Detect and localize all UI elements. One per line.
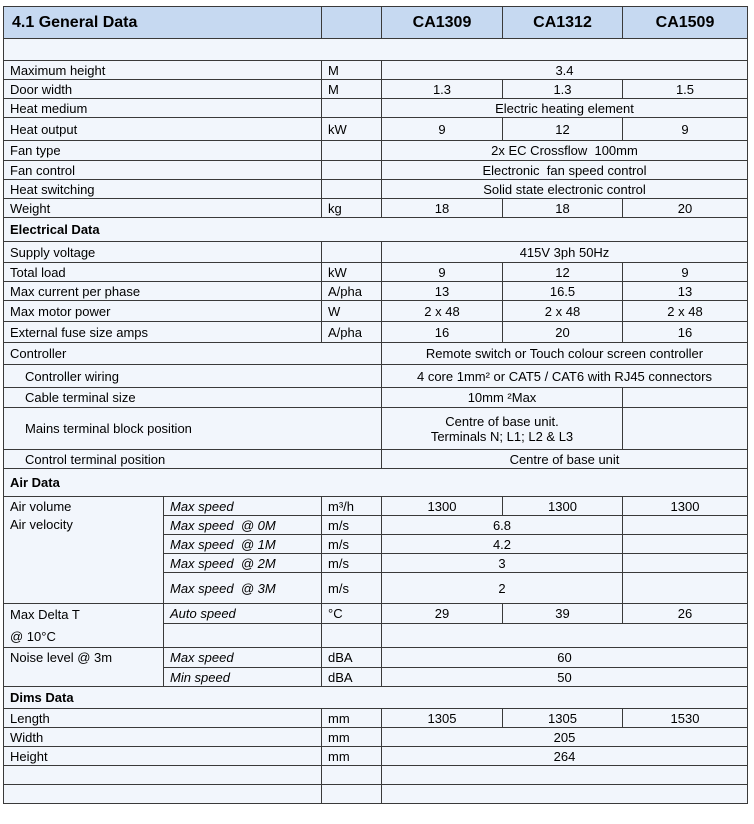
row-unit: A/pha [322, 322, 382, 343]
table-row [4, 180, 748, 199]
row-unit: dBA [322, 648, 382, 668]
table-row [4, 497, 748, 516]
table-row [4, 263, 748, 282]
row-condition: Max speed @ 3M [164, 573, 322, 604]
row-unit: mm [322, 709, 382, 728]
unit-header [322, 7, 382, 39]
empty-cell [382, 766, 748, 785]
row-value: 18 [503, 199, 623, 218]
row-label: Supply voltage [4, 242, 322, 263]
blank-row [4, 39, 748, 61]
row-value: 2 x 48 [623, 301, 748, 322]
row-value: 39 [503, 604, 623, 624]
row-value [382, 408, 623, 450]
row-label-line: Air volume [10, 499, 72, 514]
row-label-line: Max Delta T [10, 607, 80, 622]
row-value: 18 [382, 199, 503, 218]
row-unit: M [322, 61, 382, 80]
row-label: Width [4, 728, 322, 747]
row-unit: kW [322, 263, 382, 282]
row-value: 9 [382, 118, 503, 141]
empty-cell [382, 624, 748, 648]
row-value: 16.5 [503, 282, 623, 301]
row-value: 1.3 [503, 80, 623, 99]
row-condition: Max speed @ 1M [164, 535, 322, 554]
empty-cell [623, 516, 748, 535]
empty-cell [164, 624, 322, 648]
row-unit: m/s [322, 535, 382, 554]
row-label [4, 497, 164, 604]
row-value: 20 [623, 199, 748, 218]
row-label: Mains terminal block position [4, 408, 382, 450]
row-label: Fan control [4, 161, 322, 180]
empty-cell [322, 766, 382, 785]
table-row [4, 604, 748, 624]
row-label: Max motor power [4, 301, 322, 322]
row-value: 60 [382, 648, 748, 668]
row-value: 2x EC Crossflow 100mm [382, 141, 748, 161]
table-row [4, 199, 748, 218]
table-row [4, 728, 748, 747]
table-row [4, 242, 748, 263]
row-label: Noise level @ 3m [4, 648, 164, 687]
row-value: 9 [623, 263, 748, 282]
empty-cell [623, 535, 748, 554]
row-value: 9 [623, 118, 748, 141]
table-row [4, 365, 748, 388]
blank-row [4, 785, 748, 804]
section-title: Dims Data [4, 687, 748, 709]
row-unit: kg [322, 199, 382, 218]
empty-cell [623, 573, 748, 604]
row-value: 1530 [623, 709, 748, 728]
row-unit: A/pha [322, 282, 382, 301]
row-condition: Max speed [164, 497, 322, 516]
row-label: Total load [4, 263, 322, 282]
row-unit [322, 99, 382, 118]
empty-cell [4, 766, 322, 785]
row-value: 13 [382, 282, 503, 301]
table-row [4, 343, 748, 365]
section-header-row [4, 218, 748, 242]
row-label: Weight [4, 199, 322, 218]
row-label: External fuse size amps [4, 322, 322, 343]
row-value: 2 x 48 [382, 301, 503, 322]
model-header: CA1509 [623, 7, 748, 39]
empty-cell [322, 785, 382, 804]
row-label: Heat output [4, 118, 322, 141]
row-value: Centre of base unit [382, 450, 748, 469]
row-value: 1300 [623, 497, 748, 516]
row-value: 1.5 [623, 80, 748, 99]
row-value: 16 [623, 322, 748, 343]
row-label: Max current per phase [4, 282, 322, 301]
row-unit: M [322, 80, 382, 99]
row-value: 9 [382, 263, 503, 282]
row-label: Heat medium [4, 99, 322, 118]
table-row [4, 301, 748, 322]
general-data-table [3, 6, 748, 804]
row-value: 3 [382, 554, 623, 573]
row-value: 20 [503, 322, 623, 343]
table-row [4, 141, 748, 161]
row-unit: m³/h [322, 497, 382, 516]
row-unit: mm [322, 747, 382, 766]
row-condition: Max speed @ 0M [164, 516, 322, 535]
row-label: Heat switching [4, 180, 322, 199]
row-label-line: @ 10°C [10, 629, 56, 644]
row-unit [322, 180, 382, 199]
table-row [4, 61, 748, 80]
empty-cell [623, 554, 748, 573]
section-title: Air Data [4, 469, 748, 497]
table-row [4, 709, 748, 728]
row-label: Controller wiring [4, 365, 382, 388]
row-value: 1.3 [382, 80, 503, 99]
table-row [4, 99, 748, 118]
row-label-line: Air velocity [10, 517, 73, 532]
row-label: Length [4, 709, 322, 728]
row-unit: m/s [322, 516, 382, 535]
row-value: 10mm ²Max [382, 388, 623, 408]
row-value: 2 x 48 [503, 301, 623, 322]
model-header: CA1309 [382, 7, 503, 39]
row-value: 264 [382, 747, 748, 766]
table-row [4, 161, 748, 180]
row-label: Door width [4, 80, 322, 99]
row-label: Maximum height [4, 61, 322, 80]
empty-cell [322, 624, 382, 648]
row-label: Fan type [4, 141, 322, 161]
row-label: Control terminal position [4, 450, 382, 469]
table-row [4, 747, 748, 766]
value-line: Terminals N; L1; L2 & L3 [430, 428, 574, 444]
table-row [4, 282, 748, 301]
table-row [4, 408, 748, 450]
model-header: CA1312 [503, 7, 623, 39]
row-unit: mm [322, 728, 382, 747]
row-value: 4.2 [382, 535, 623, 554]
row-value: 1300 [382, 497, 503, 516]
row-value: Electronic fan speed control [382, 161, 748, 180]
row-value: 1305 [503, 709, 623, 728]
row-value: 29 [382, 604, 503, 624]
empty-cell [4, 785, 322, 804]
page-title: 4.1 General Data [4, 7, 322, 39]
row-value: 415V 3ph 50Hz [382, 242, 748, 263]
row-value: 3.4 [382, 61, 748, 80]
row-value: 6.8 [382, 516, 623, 535]
row-value: 2 [382, 573, 623, 604]
value-line: Centre of base unit. [445, 413, 559, 429]
header-row [4, 7, 748, 39]
row-condition: Max speed [164, 648, 322, 668]
row-value: 26 [623, 604, 748, 624]
row-condition: Auto speed [164, 604, 322, 624]
row-label: Cable terminal size [4, 388, 382, 408]
row-value: 205 [382, 728, 748, 747]
row-condition: Max speed @ 2M [164, 554, 322, 573]
empty-cell [623, 408, 748, 450]
row-value: 16 [382, 322, 503, 343]
section-header-row [4, 469, 748, 497]
section-title: Electrical Data [4, 218, 748, 242]
row-label: Controller [4, 343, 382, 365]
empty-cell [382, 785, 748, 804]
row-value: 12 [503, 118, 623, 141]
table-row [4, 118, 748, 141]
row-unit [322, 242, 382, 263]
row-value: 1300 [503, 497, 623, 516]
row-value: Solid state electronic control [382, 180, 748, 199]
row-unit: dBA [322, 668, 382, 687]
table-row [4, 648, 748, 668]
table-row [4, 388, 748, 408]
row-unit: °C [322, 604, 382, 624]
section-header-row [4, 687, 748, 709]
row-unit [322, 141, 382, 161]
empty-cell [623, 388, 748, 408]
table-row [4, 80, 748, 99]
row-value: Electric heating element [382, 99, 748, 118]
row-value: 13 [623, 282, 748, 301]
blank-row [4, 766, 748, 785]
row-unit [322, 161, 382, 180]
row-value: 4 core 1mm² or CAT5 / CAT6 with RJ45 connectors [382, 365, 748, 388]
row-condition: Min speed [164, 668, 322, 687]
row-label: Height [4, 747, 322, 766]
row-label [4, 604, 164, 648]
row-unit: m/s [322, 573, 382, 604]
row-unit: kW [322, 118, 382, 141]
row-value: 1305 [382, 709, 503, 728]
row-unit: W [322, 301, 382, 322]
row-value: 50 [382, 668, 748, 687]
table-row [4, 322, 748, 343]
row-value: Remote switch or Touch colour screen controller [382, 343, 748, 365]
table-row [4, 450, 748, 469]
row-unit: m/s [322, 554, 382, 573]
row-value: 12 [503, 263, 623, 282]
